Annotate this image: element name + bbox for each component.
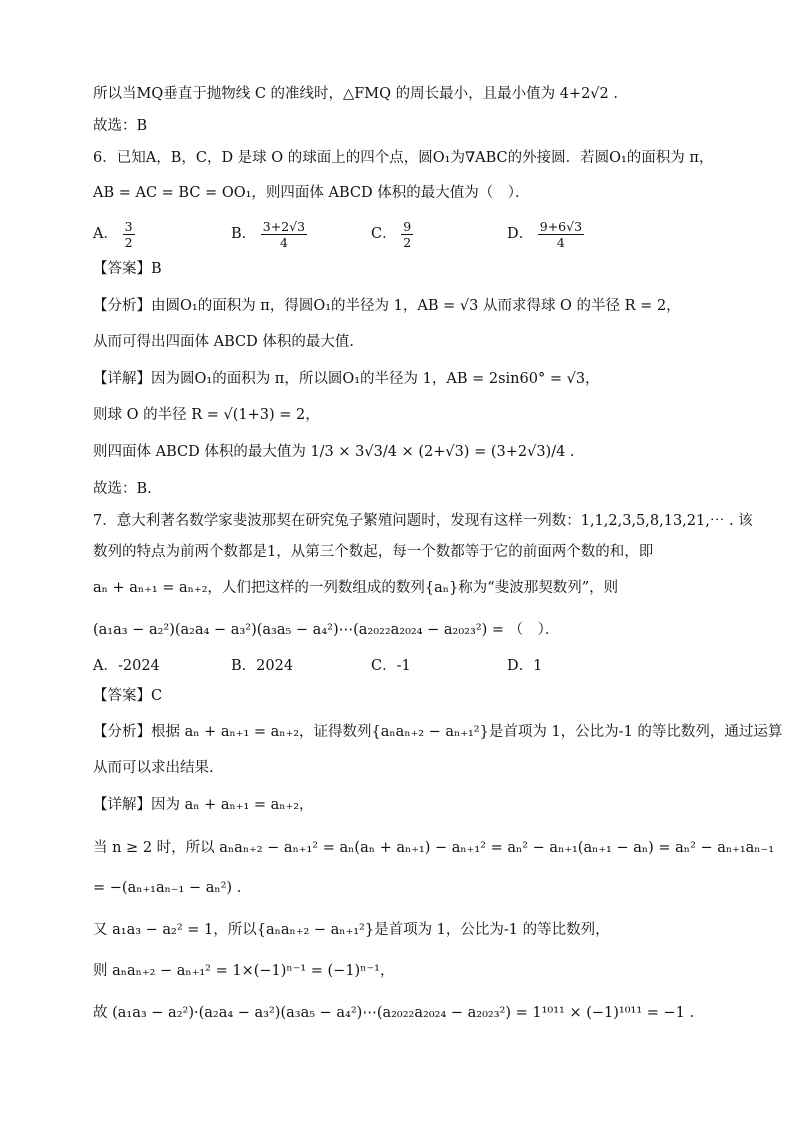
- question-7-stem: 数列的特点为前两个数都是1，从第三个数起，每一个数都等于它的前面两个数的和，即: [93, 544, 654, 560]
- solution-text: = −(aₙ₊₁aₙ₋₁ − aₙ²) .: [93, 880, 242, 896]
- solution-text: 【详解】因为圆O₁的面积为 π，所以圆O₁的半径为 1，AB = 2sin60° = √3，: [93, 371, 600, 387]
- answer-label: 【答案】B: [93, 261, 162, 277]
- solution-text: 则四面体 ABCD 体积的最大值为 1/3 × 3√3/4 × (2+√3) = (3+2√3)/4 .: [93, 444, 575, 460]
- question-6-stem: 6．已知A，B，C，D 是球 O 的球面上的四个点，圆O₁为∇ABC的外接圆．若圆O₁的面积为 π，: [93, 150, 714, 166]
- fraction: $\frac{9+6√3}{4}$: [539, 218, 583, 250]
- solution-text: 又 a₁a₃ − a₂² = 1，所以{aₙaₙ₊₂ − aₙ₊₁²}是首项为 1，公比为-1 的等比数列，: [93, 922, 610, 938]
- choice-b: B． $\frac{3+2√3}{4}$: [231, 218, 306, 250]
- solution-text: 则 aₙaₙ₊₂ − aₙ₊₁² = 1×(−1)ⁿ⁻¹ = (−1)ⁿ⁻¹，: [93, 963, 395, 979]
- choice-c: C．-1: [371, 658, 411, 674]
- text-line: 所以当MQ垂直于抛物线 C 的准线时，△FMQ 的周长最小，且最小值为 4+2√2 .: [93, 86, 618, 102]
- solution-text: 则球 O 的半径 R = √(1+3) = 2，: [93, 407, 320, 423]
- question-7-stem: aₙ + aₙ₊₁ = aₙ₊₂，人们把这样的一列数组成的数列{aₙ}称为“斐波那契数列”，则: [93, 580, 619, 596]
- choice-a: A．-2024: [93, 658, 160, 674]
- analysis-text: 【分析】根据 aₙ + aₙ₊₁ = aₙ₊₂，证得数列{aₙaₙ₊₂ − aₙ₊₁²}是首项为 1，公比为-1 的等比数列，通过运算: [93, 724, 783, 740]
- analysis-text: 从而可得出四面体 ABCD 体积的最大值.: [93, 334, 354, 350]
- fraction: $\frac{9}{2}$: [403, 218, 412, 250]
- question-7-choices: [93, 646, 734, 686]
- solution-text: 【详解】因为 aₙ + aₙ₊₁ = aₙ₊₂，: [93, 797, 314, 813]
- choice-c: C． $\frac{9}{2}$: [371, 218, 412, 250]
- answer-label: 【答案】C: [93, 688, 163, 704]
- choice-d: D． $\frac{9+6√3}{4}$: [507, 218, 583, 250]
- question-7-stem: (a₁a₃ − a₂²)(a₂a₄ − a₃²)(a₃a₅ − a₄²)⋯(a₂₀₂₂a₂₀₂₄ − a₂₀₂₃²) = （ ）．: [93, 622, 560, 638]
- text-line: 故选：B.: [93, 481, 152, 497]
- fraction: $\frac{3}{2}$: [124, 218, 133, 250]
- question-6-choices: [93, 214, 734, 254]
- choice-a: A． $\frac{3}{2}$: [93, 218, 133, 250]
- choice-b: B．2024: [231, 658, 294, 674]
- analysis-text: 从而可以求出结果.: [93, 760, 214, 776]
- analysis-text: 【分析】由圆O₁的面积为 π，得圆O₁的半径为 1，AB = √3 从而求得球 O 的半径 R = 2，: [93, 298, 681, 314]
- question-6-stem: AB = AC = BC = OO₁，则四面体 ABCD 体积的最大值为（ ）．: [93, 185, 530, 201]
- text-line: 故选：B: [93, 118, 148, 134]
- question-7-stem: 7．意大利著名数学家斐波那契在研究兔子繁殖问题时，发现有这样一列数：1,1,2,3,5,8,13,21,⋯ . 该: [93, 513, 753, 529]
- solution-text: 当 n ≥ 2 时，所以 aₙaₙ₊₂ − aₙ₊₁² = aₙ(aₙ + aₙ₊₁) − aₙ₊₁² = aₙ² − aₙ₊₁(aₙ₊₁ − aₙ) = aₙ² − aₙ₊₁aₙ₋₁: [93, 840, 775, 856]
- solution-text: 故 (a₁a₃ − a₂²)·(a₂a₄ − a₃²)(a₃a₅ − a₄²)⋯(a₂₀₂₂a₂₀₂₄ − a₂₀₂₃²) = 1¹⁰¹¹ × (−1)¹⁰¹¹ = −1 .: [93, 1005, 695, 1021]
- choice-d: D．1: [507, 658, 543, 674]
- fraction: $\frac{3+2√3}{4}$: [262, 218, 306, 250]
